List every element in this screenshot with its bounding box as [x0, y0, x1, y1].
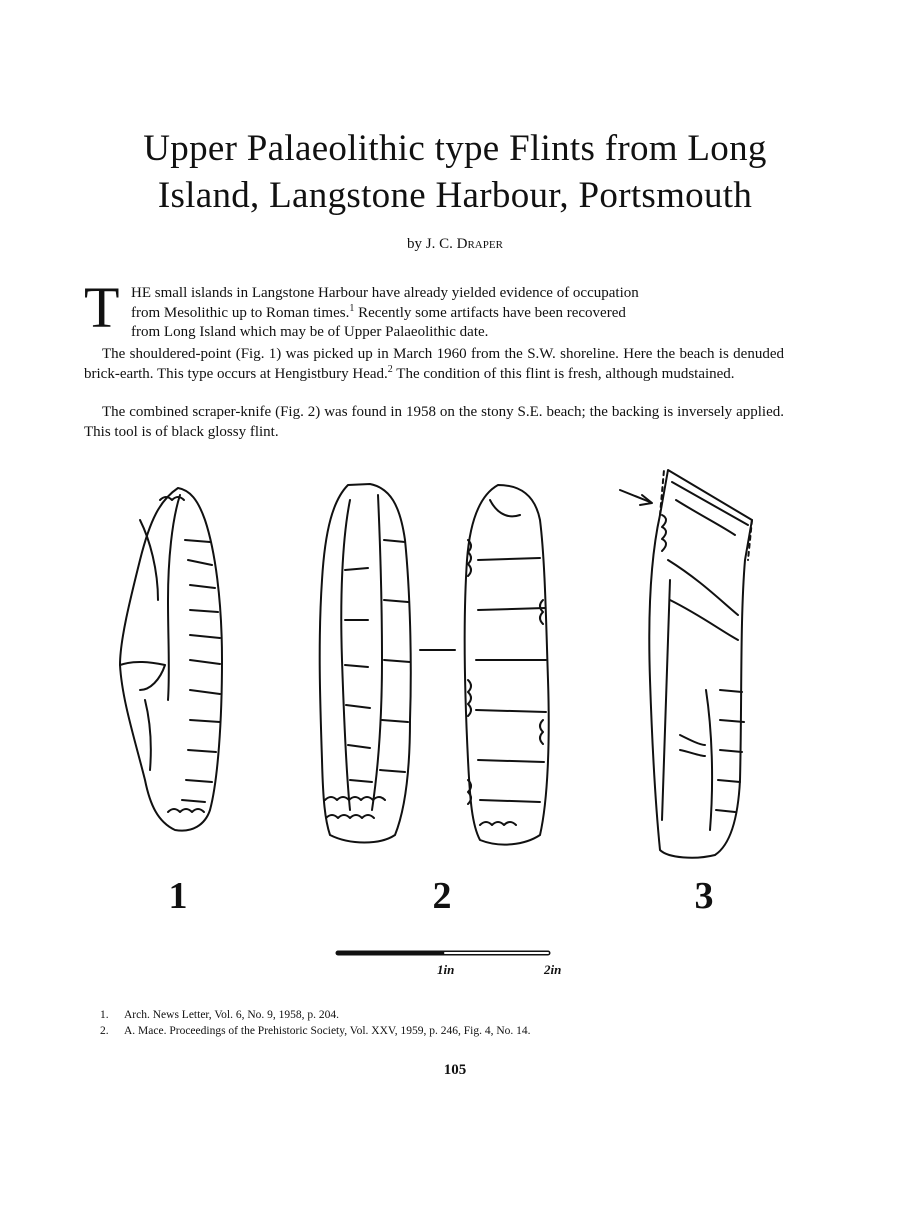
paragraph-1-line-3: from Long Island which may be of Upper Palaeolithic date. — [131, 324, 489, 340]
footnote-2-number: 2. — [100, 1025, 109, 1037]
page-number: 105 — [443, 1062, 467, 1078]
flint-2-back-drawing — [465, 485, 549, 845]
article-title-line-2: Island, Langstone Harbour, Portsmouth — [157, 175, 753, 216]
drop-cap: T — [84, 275, 120, 340]
article-title-line-1: Upper Palaeolithic type Flints from Long — [143, 128, 767, 169]
figure-label-3: 3 — [694, 875, 714, 917]
footnote-2-text: A. Mace. Proceedings of the Prehistoric Society, Vol. XXV, 1959, p. 246, Fig. 4, No. 14. — [124, 1025, 531, 1037]
footnote-ref-2: 2 — [387, 363, 393, 375]
footnote-ref-1: 1 — [349, 302, 355, 314]
footnote-1-text: Arch. News Letter, Vol. 6, No. 9, 1958, p. 204. — [124, 1009, 340, 1021]
paragraph-2-text: The shouldered-point (Fig. 1) was picked up in March 1960 from the S.W. shoreline. Here the beach is denuded brick-earth. This type occurs at Hengistbury Head. — [84, 346, 784, 382]
scale-label-1in: 1in — [437, 962, 455, 977]
figure-label-1: 1 — [168, 875, 188, 917]
paragraph-2-rest: The condition of this flint is fresh, although mudstained. — [392, 365, 735, 382]
scale-label-2in: 2in — [544, 962, 562, 977]
author-surname: Draper — [456, 236, 503, 252]
paragraph-1-line-1: HE small islands in Langstone Harbour have already yielded evidence of occupation — [131, 285, 639, 301]
byline-prefix: by J. C. — [407, 236, 457, 252]
figure-label-2: 2 — [432, 875, 452, 917]
footnote-2 — [100, 1025, 800, 1037]
paragraph-3: The combined scraper-knife (Fig. 2) was found in 1958 on the stony S.E. beach; the backing is inversely applied. This tool is of black glossy flint. — [84, 404, 784, 440]
paragraph-1-line-2-text: from Mesolithic up to Roman times. — [131, 304, 350, 321]
footnote-1 — [100, 1009, 800, 1021]
arrow-icon — [620, 490, 652, 505]
paragraph-1-line-2-rest: Recently some artifacts have been recovered — [354, 304, 626, 321]
flint-3-drawing — [649, 470, 752, 858]
footnote-1-number: 1. — [100, 1009, 109, 1021]
flint-2-front-drawing — [320, 484, 411, 843]
flint-1-drawing — [120, 488, 222, 831]
